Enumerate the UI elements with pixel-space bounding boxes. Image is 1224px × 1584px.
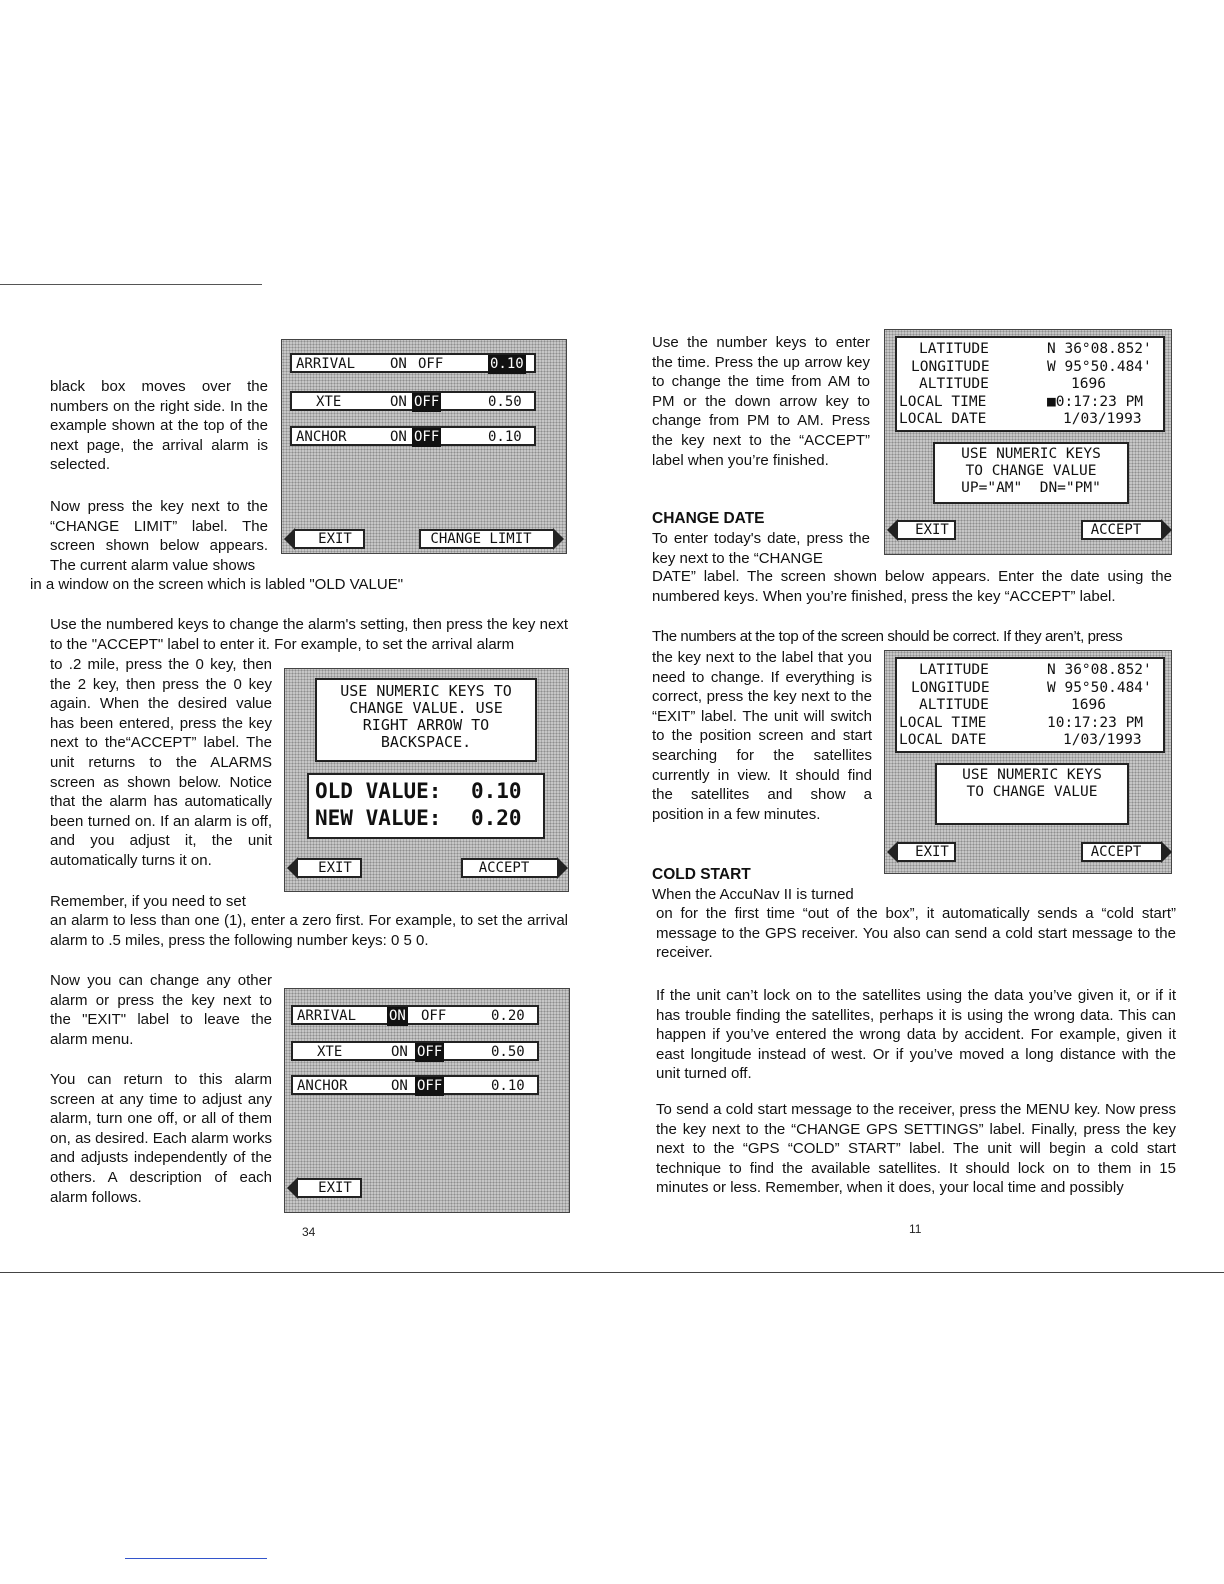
exit-button[interactable]: EXIT bbox=[295, 529, 365, 549]
accept-arrow-icon bbox=[557, 857, 568, 879]
alarm-off: OFF bbox=[418, 356, 444, 372]
exit-arrow-icon bbox=[287, 1177, 298, 1199]
remember-paragraph: an alarm to less than one (1), enter a zero first. For example, to set the arrival alarm to .5 miles, press the following number keys: 0 5 0. bbox=[50, 912, 568, 949]
numeric-instructions: USE NUMERIC KEYS TO CHANGE VALUE UP="AM" DN="PM" bbox=[933, 442, 1129, 504]
remember-line: Remember, if you need to set bbox=[50, 893, 246, 910]
date-entry-screen bbox=[884, 650, 1172, 874]
alarm-off: OFF bbox=[414, 394, 440, 410]
position-readout: LATITUDE N 36°08.852' LONGITUDE W 95°50.484' ALTITUDE 1696 LOCAL TIME 10:17:23 PM LOCAL DATE 1/03/1993 bbox=[895, 657, 1165, 753]
alarm-on: ON bbox=[390, 356, 407, 372]
trouble-paragraph: If the unit can’t lock on to the satellites using the data you’ve given it, or if it has trouble finding the satellites, perhaps it is using the wrong data. This can happen if you’ve entered the wrong data by accident. For example, given it east longitude instead of west. Or if you’ve moved a long distance with the unit turned off. bbox=[656, 987, 1176, 1083]
alarm-row-anchor[interactable] bbox=[290, 426, 536, 446]
value-entry-screen bbox=[284, 668, 569, 892]
old-value-line: in a window on the screen which is labled "OLD VALUE" bbox=[30, 576, 404, 593]
alarm-value: 0.50 bbox=[491, 1044, 525, 1060]
alarm-off: OFF bbox=[417, 1078, 443, 1094]
alarm-name: ANCHOR bbox=[296, 429, 347, 445]
numbers-line: The numbers at the top of the screen should be correct. If they aren’t, press bbox=[652, 628, 1123, 645]
alarm-on: ON bbox=[390, 394, 407, 410]
new-value: 0.20 bbox=[471, 806, 522, 830]
alarm-on: ON bbox=[389, 1008, 406, 1024]
change-limit-paragraph: Now press the key next to the “CHANGE LIMIT” label. The screen shown below appears. The current alarm value shows bbox=[50, 498, 268, 574]
time-entry-screen bbox=[884, 329, 1172, 555]
new-value-label: NEW VALUE: bbox=[315, 806, 442, 830]
change-date-paragraph-b: DATE” label. The screen shown below appears. Enter the date using the numbered keys. When you’re finished, press the key “ACCEPT” label. bbox=[652, 568, 1172, 605]
alarm-name: ARRIVAL bbox=[296, 356, 356, 372]
page-number-right: 11 bbox=[909, 1222, 922, 1236]
page-number-left: 34 bbox=[302, 1225, 316, 1239]
accept-arrow-icon bbox=[1161, 519, 1172, 541]
alarm-name: XTE bbox=[316, 394, 342, 410]
change-limit-arrow-icon bbox=[553, 528, 564, 550]
numeric-instructions: USE NUMERIC KEYS TO CHANGE VALUE bbox=[935, 763, 1129, 825]
alarm-screen-exit bbox=[284, 988, 570, 1213]
exit-arrow-icon bbox=[887, 841, 898, 863]
now-change-paragraph: Now you can change any other alarm or press the key next to the "EXIT" label to leave the alarm menu. bbox=[50, 972, 272, 1048]
position-readout: LATITUDE N 36°08.852' LONGITUDE W 95°50.484' ALTITUDE 1696 LOCAL TIME ■0:17:23 PM LOCAL DATE 1/03/1993 bbox=[895, 336, 1165, 432]
alarm-name: ARRIVAL bbox=[297, 1008, 357, 1024]
old-value: 0.10 bbox=[471, 779, 522, 803]
alarm-on: ON bbox=[391, 1044, 408, 1060]
exit-arrow-icon bbox=[287, 857, 298, 879]
example-paragraph: to .2 mile, press the 0 key, then the 2 key, then press the 0 key again. When the desired value has been entered, press the key next to the“ACCEPT” label. The unit returns to the ALARMS screen as shown below. Notice that the alarm has automatically been turned on. If an alarm is off, and you adjust it, the unit automatically turns it on. bbox=[50, 656, 272, 869]
old-value-label: OLD VALUE: bbox=[315, 779, 442, 803]
exit-button[interactable]: EXIT bbox=[298, 858, 362, 878]
alarm-row-anchor[interactable] bbox=[291, 1075, 539, 1095]
bottom-rule bbox=[0, 1272, 1224, 1273]
alarm-value: 0.10 bbox=[490, 356, 524, 372]
numeric-instructions: USE NUMERIC KEYS TO CHANGE VALUE. USE RIGHT ARROW TO BACKSPACE. bbox=[315, 678, 537, 762]
exit-button[interactable]: EXIT bbox=[898, 842, 956, 862]
intro-paragraph: black box moves over the numbers on the right side. In the example shown at the top of the next page, the arrival alarm is selected. bbox=[50, 378, 268, 474]
exit-button[interactable]: EXIT bbox=[898, 520, 956, 540]
alarm-on: ON bbox=[390, 429, 407, 445]
change-date-paragraph-a: To enter today's date, press the key next to the “CHANGE bbox=[652, 530, 870, 567]
alarm-on: ON bbox=[391, 1078, 408, 1094]
return-paragraph: You can return to this alarm screen at any time to adjust any alarm, turn one off, or all of them on, as desired. Each alarm works and adjusts independently of the others. A description of each alarm follows. bbox=[50, 1071, 272, 1206]
alarm-value: 0.10 bbox=[491, 1078, 525, 1094]
accept-button[interactable]: ACCEPT bbox=[1081, 842, 1161, 862]
change-limit-button[interactable]: CHANGE LIMIT bbox=[419, 529, 553, 549]
alarm-name: ANCHOR bbox=[297, 1078, 348, 1094]
alarm-off: OFF bbox=[417, 1044, 443, 1060]
exit-button[interactable]: EXIT bbox=[298, 1178, 362, 1198]
accept-button[interactable]: ACCEPT bbox=[1081, 520, 1161, 540]
alarm-row-arrival[interactable] bbox=[290, 353, 536, 373]
alarm-screen-change-limit bbox=[281, 339, 567, 554]
alarm-row-arrival[interactable] bbox=[291, 1005, 539, 1025]
change-date-heading: CHANGE DATE bbox=[652, 510, 765, 527]
exit-arrow-icon bbox=[887, 519, 898, 541]
top-rule bbox=[0, 284, 262, 285]
accept-button[interactable]: ACCEPT bbox=[461, 858, 557, 878]
numbered-keys-paragraph: Use the numbered keys to change the alarm's setting, then press the key next to the "ACCEPT" label to enter it. For example, to set the arrival alarm bbox=[50, 616, 568, 653]
alarm-name: XTE bbox=[317, 1044, 343, 1060]
send-paragraph: To send a cold start message to the receiver, press the MENU key. Now press the key next to the “CHANGE GPS SETTINGS” label. Finally, press the key next to the “GPS “COLD” START” label. The unit will begin a cold start technique to find the available satellites. It should lock on to them in 15 minutes or less. Remember, when it does, your local time and possibly bbox=[656, 1101, 1176, 1197]
accept-arrow-icon bbox=[1161, 841, 1172, 863]
alarm-row-xte[interactable] bbox=[291, 1041, 539, 1061]
footer-rule bbox=[125, 1558, 267, 1559]
alarm-row-xte[interactable] bbox=[290, 391, 536, 411]
exit-arrow-icon bbox=[284, 528, 295, 550]
alarm-off: OFF bbox=[421, 1008, 447, 1024]
alarm-off: OFF bbox=[414, 429, 440, 445]
cold-start-line: When the AccuNav II is turned bbox=[652, 886, 854, 903]
alarm-value: 0.50 bbox=[488, 394, 522, 410]
cold-start-heading: COLD START bbox=[652, 866, 751, 883]
numbers-paragraph: the key next to the label that you need to change. If everything is correct, press the key next to the “EXIT” label. The unit will switch to the position screen and start searching for the satellites currently in view. It should find the satellites and show a position in a few minutes. bbox=[652, 649, 872, 823]
alarm-value: 0.10 bbox=[488, 429, 522, 445]
time-paragraph: Use the number keys to enter the time. Press the up arrow key to change the time from AM to PM or the down arrow key to change from PM to AM. Press the key next to the “ACCEPT” label when you’re finished. bbox=[652, 334, 870, 469]
alarm-value: 0.20 bbox=[491, 1008, 525, 1024]
cold-start-paragraph: on for the first time “out of the box”, it automatically sends a “cold start” message to the GPS receiver. You also can send a cold start message to the receiver. bbox=[656, 905, 1176, 962]
